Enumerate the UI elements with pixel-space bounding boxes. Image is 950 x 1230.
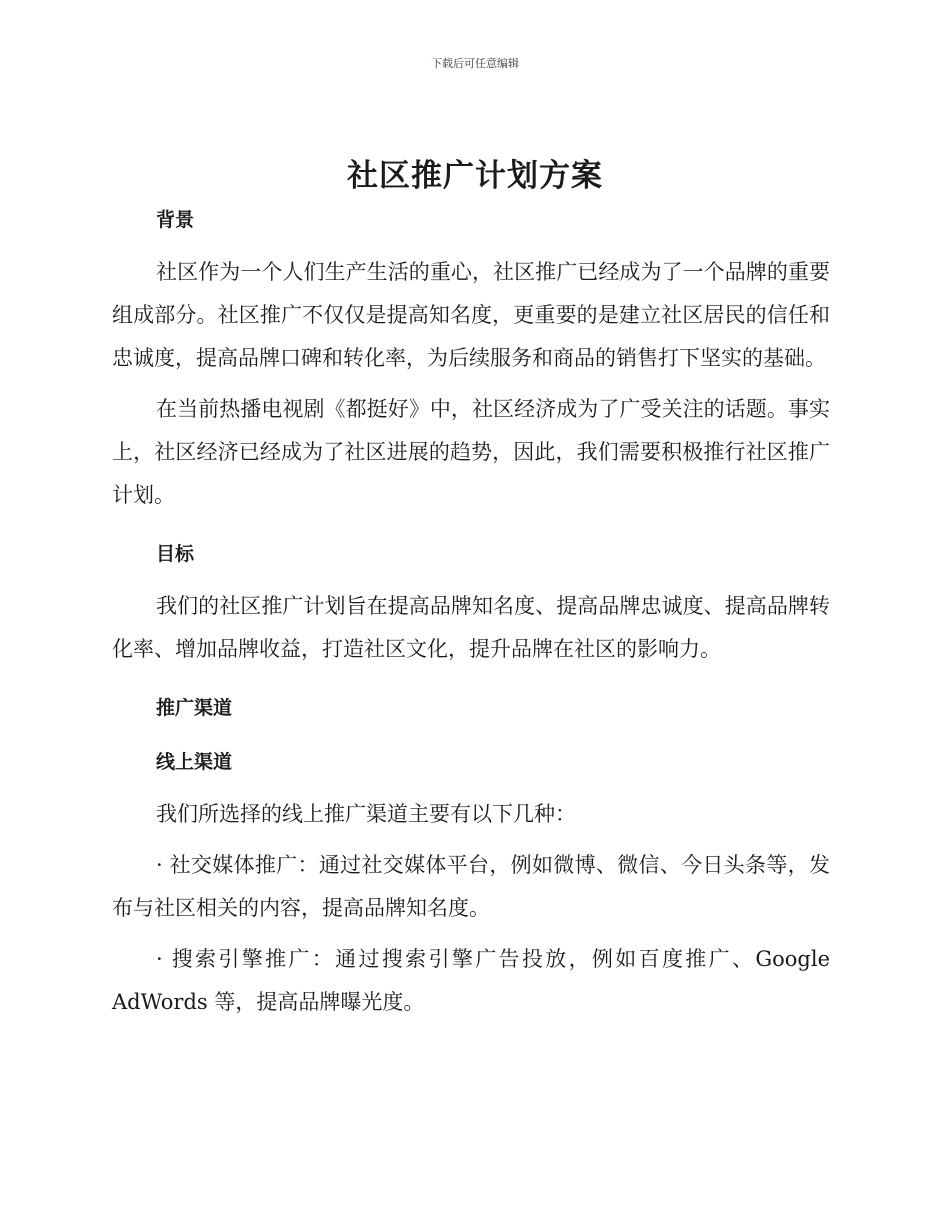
document-body <box>112 203 830 1024</box>
section-heading-background: 背景 <box>156 209 195 231</box>
goal-paragraph: 我们的社区推广计划旨在提高品牌知名度、提高品牌忠诚度、提高品牌转化率、增加品牌收益，打造社区文化，提升品牌在社区的影响力。 <box>112 594 830 661</box>
header-note: 下载后可任意编辑 <box>431 57 519 70</box>
section-heading-channels: 推广渠道 <box>156 697 233 719</box>
background-paragraph-2: 在当前热播电视剧《都挺好》中，社区经济成为了广受关注的话题。事实上，社区经济已经成为了社区进展的趋势，因此，我们需要积极推行社区推广计划。 <box>112 397 830 507</box>
section-heading-goal: 目标 <box>156 543 195 565</box>
subsection-heading-online: 线上渠道 <box>156 751 233 773</box>
online-intro: 我们所选择的线上推广渠道主要有以下几种： <box>156 802 576 826</box>
online-channel-item-search: · 搜索引擎推广：通过搜索引擎广告投放，例如百度推广、Google AdWords 等，提高品牌曝光度。 <box>112 947 830 1014</box>
online-channel-item-social: · 社交媒体推广：通过社交媒体平台，例如微博、微信、今日头条等，发布与社区相关的内容，提高品牌知名度。 <box>112 853 830 920</box>
document-title: 社区推广计划方案 <box>347 158 603 194</box>
background-paragraph-1: 社区作为一个人们生产生活的重心，社区推广已经成为了一个品牌的重要组成部分。社区推广不仅仅是提高知名度，更重要的是建立社区居民的信任和忠诚度，提高品牌口碑和转化率，为后续服务和商品的销售打下坚实的基础。 <box>112 260 830 370</box>
